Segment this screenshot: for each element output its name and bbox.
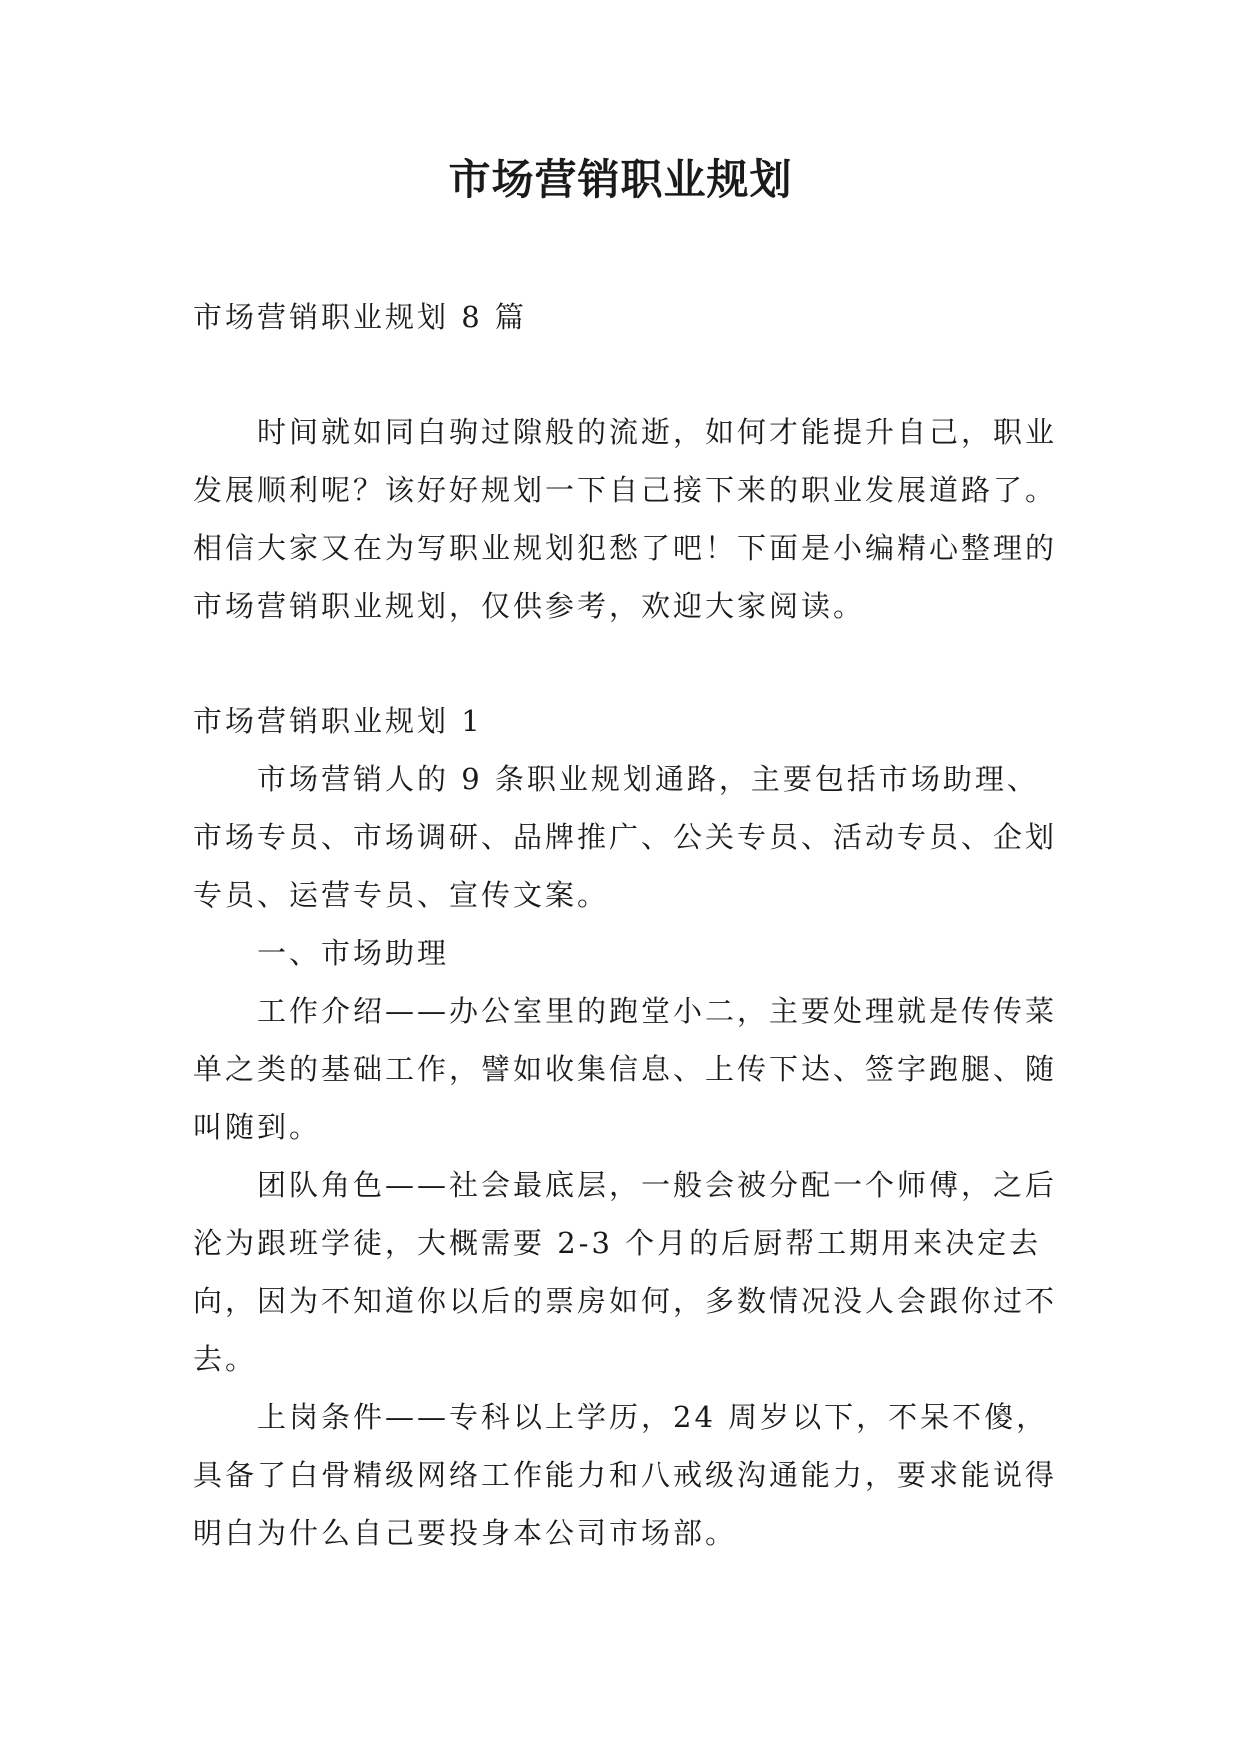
article-section xyxy=(193,692,1063,1562)
subtitle-text: 市场营销职业规划 8 篇 xyxy=(193,300,527,334)
section-heading: 市场营销职业规划 1 xyxy=(193,704,483,738)
paragraph-heading-assistant: 一、市场助理 xyxy=(257,936,450,970)
paragraph-overview: 市场营销人的 9 条职业规划通路，主要包括市场助理、市场专员、市场调研、品牌推广、公关专员、活动专员、企划专员、运营专员、宣传文案。 xyxy=(193,762,1058,912)
intro-section xyxy=(193,403,1063,635)
paragraph-team-role: 团队角色——社会最底层，一般会被分配一个师傅，之后沦为跟班学徒，大概需要 2-3 个月的后厨帮工期用来决定去向，因为不知道你以后的票房如何，多数情况没人会跟你过不去。 xyxy=(193,1168,1058,1376)
paragraph-job-intro: 工作介绍——办公室里的跑堂小二，主要处理就是传传菜单之类的基础工作，譬如收集信息、上传下达、签字跑腿、随叫随到。 xyxy=(193,994,1058,1144)
intro-paragraph: 时间就如同白驹过隙般的流逝，如何才能提升自己，职业发展顺利呢？该好好规划一下自己接下来的职业发展道路了。相信大家又在为写职业规划犯愁了吧！下面是小编精心整理的市场营销职业规划，仅供参考，欢迎大家阅读。 xyxy=(193,415,1058,623)
paragraph-requirements: 上岗条件——专科以上学历，24 周岁以下，不呆不傻，具备了白骨精级网络工作能力和八戒级沟通能力，要求能说得明白为什么自己要投身本公司市场部。 xyxy=(193,1400,1058,1550)
document-title: 市场营销职业规划 xyxy=(448,155,793,204)
document-subtitle xyxy=(193,288,1063,346)
